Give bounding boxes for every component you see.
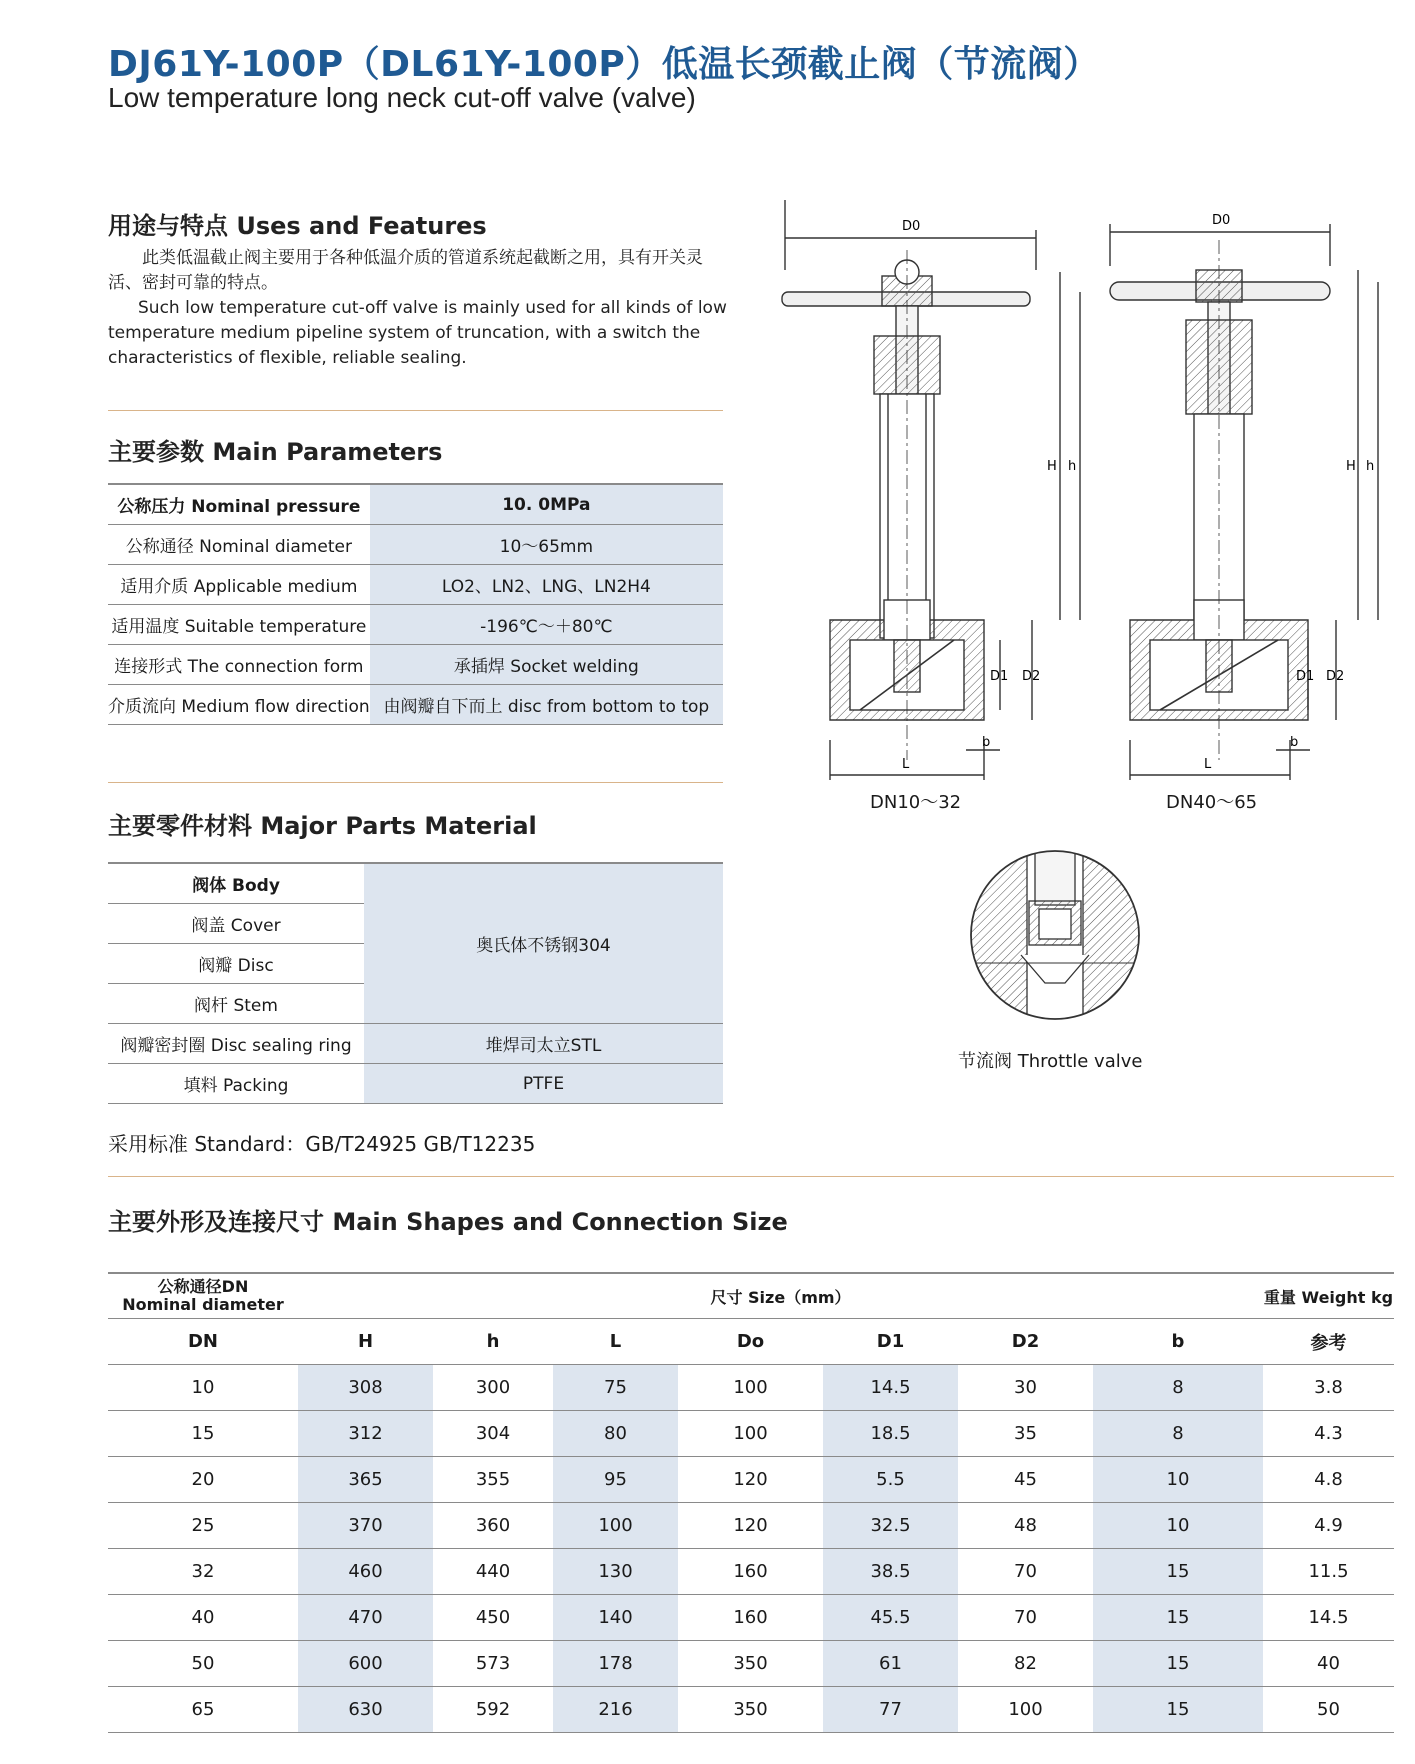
- header-cell: [108, 1273, 298, 1319]
- table-cell: 45.5: [823, 1595, 958, 1641]
- material-label: 阀杆 Stem: [108, 984, 364, 1024]
- table-cell: 3.8: [1263, 1365, 1394, 1411]
- table-row: [108, 863, 723, 904]
- column-header: 参考: [1263, 1319, 1394, 1365]
- table-row: [108, 605, 723, 645]
- table-cell: 15: [1093, 1549, 1263, 1595]
- dim-label: D0: [1212, 213, 1231, 228]
- header-cell: 尺寸 Size（mm）: [298, 1273, 1263, 1319]
- table-cell: 50: [108, 1641, 298, 1687]
- valve-drawing-dn40-65: [1100, 200, 1400, 790]
- table-cell: 11.5: [1263, 1549, 1394, 1595]
- page-title: DJ61Y-100P（DL61Y-100P）低温长颈截止阀（节流阀）: [108, 44, 1100, 85]
- dim-label: H: [1346, 459, 1356, 474]
- table-row: [108, 1064, 723, 1104]
- table-cell: 75: [553, 1365, 678, 1411]
- table-cell: 460: [298, 1549, 433, 1595]
- table-cell: 40: [108, 1595, 298, 1641]
- table-cell: 18.5: [823, 1411, 958, 1457]
- material-label: 阀瓣 Disc: [108, 944, 364, 984]
- param-value: 承插焊 Socket welding: [370, 645, 723, 685]
- table-row: [108, 685, 723, 725]
- table-cell: 30: [958, 1365, 1093, 1411]
- table-cell: 8: [1093, 1411, 1263, 1457]
- column-header: b: [1093, 1319, 1263, 1365]
- table-cell: 592: [433, 1687, 553, 1733]
- table-cell: 308: [298, 1365, 433, 1411]
- table-cell: 65: [108, 1687, 298, 1733]
- table-cell: 440: [433, 1549, 553, 1595]
- standard-text: 采用标准 Standard：GB/T24925 GB/T12235: [108, 1132, 536, 1156]
- table-row: [108, 1503, 1394, 1549]
- table-cell: 20: [108, 1457, 298, 1503]
- table-cell: 82: [958, 1641, 1093, 1687]
- material-value: 堆焊司太立STL: [364, 1024, 723, 1064]
- table-cell: 80: [553, 1411, 678, 1457]
- material-label: 填料 Packing: [108, 1064, 364, 1104]
- param-value: LO2、LN2、LNG、LN2H4: [370, 565, 723, 605]
- table-cell: 38.5: [823, 1549, 958, 1595]
- param-value: 10. 0MPa: [370, 484, 723, 525]
- column-header: Do: [678, 1319, 823, 1365]
- table-cell: 15: [1093, 1641, 1263, 1687]
- material-label: 阀瓣密封圈 Disc sealing ring: [108, 1024, 364, 1064]
- uses-text-cn: 此类低温截止阀主要用于各种低温介质的管道系统起截断之用，具有开关灵活、密封可靠的特点。: [108, 248, 703, 293]
- table-cell: 61: [823, 1641, 958, 1687]
- table-cell: 140: [553, 1595, 678, 1641]
- dimensions-heading: 主要外形及连接尺寸 Main Shapes and Connection Size: [108, 1208, 788, 1236]
- divider: [108, 782, 723, 783]
- table-row: [108, 1595, 1394, 1641]
- param-label: 适用温度 Suitable temperature: [108, 605, 370, 645]
- table-cell: 600: [298, 1641, 433, 1687]
- column-header: H: [298, 1319, 433, 1365]
- table-row: [108, 484, 723, 525]
- materials-heading: 主要零件材料 Major Parts Material: [108, 812, 537, 840]
- table-cell: 130: [553, 1549, 678, 1595]
- params-heading: 主要参数 Main Parameters: [108, 438, 443, 466]
- table-row: [108, 1457, 1394, 1503]
- dim-label: D2: [1326, 669, 1345, 684]
- dim-label: L: [1204, 757, 1212, 772]
- table-cell: 470: [298, 1595, 433, 1641]
- material-label: 阀体 Body: [108, 863, 364, 904]
- header-cell: 重量 Weight kg: [1263, 1273, 1394, 1319]
- param-label: 公称通径 Nominal diameter: [108, 525, 370, 565]
- page-subtitle: Low temperature long neck cut-off valve (valve): [108, 82, 696, 113]
- header-text: Nominal diameter: [122, 1295, 284, 1314]
- table-row: [108, 645, 723, 685]
- table-row: [108, 525, 723, 565]
- table-cell: 100: [678, 1411, 823, 1457]
- table-cell: 25: [108, 1503, 298, 1549]
- table-cell: 35: [958, 1411, 1093, 1457]
- param-label: 介质流向 Medium flow direction: [108, 685, 370, 725]
- param-value: 由阀瓣自下而上 disc from bottom to top: [370, 685, 723, 725]
- table-cell: 32.5: [823, 1503, 958, 1549]
- table-row: [108, 1024, 723, 1064]
- table-cell: 360: [433, 1503, 553, 1549]
- table-cell: 45: [958, 1457, 1093, 1503]
- table-cell: 120: [678, 1457, 823, 1503]
- table-cell: 160: [678, 1549, 823, 1595]
- column-header: L: [553, 1319, 678, 1365]
- header-text: 公称通径DN: [157, 1277, 249, 1296]
- table-cell: 100: [553, 1503, 678, 1549]
- table-cell: 120: [678, 1503, 823, 1549]
- table-cell: 40: [1263, 1641, 1394, 1687]
- throttle-detail-drawing: [965, 845, 1145, 1025]
- figure-caption: DN40～65: [1166, 792, 1258, 813]
- table-cell: 573: [433, 1641, 553, 1687]
- table-header-row: [108, 1319, 1394, 1365]
- table-header-row: [108, 1273, 1394, 1319]
- dim-label: D1: [1296, 669, 1315, 684]
- param-value: -196℃～＋80℃: [370, 605, 723, 645]
- table-cell: 4.8: [1263, 1457, 1394, 1503]
- divider: [108, 410, 723, 411]
- table-cell: 100: [678, 1365, 823, 1411]
- params-table: [108, 483, 723, 725]
- dim-label: H: [1047, 459, 1057, 474]
- dim-label: D2: [1022, 669, 1041, 684]
- column-header: h: [433, 1319, 553, 1365]
- table-cell: 15: [1093, 1595, 1263, 1641]
- table-row: [108, 1411, 1394, 1457]
- table-cell: 5.5: [823, 1457, 958, 1503]
- dim-label: h: [1068, 459, 1077, 474]
- table-row: [108, 1365, 1394, 1411]
- param-label: 适用介质 Applicable medium: [108, 565, 370, 605]
- table-cell: 370: [298, 1503, 433, 1549]
- dimensions-table: [108, 1272, 1394, 1733]
- table-cell: 160: [678, 1595, 823, 1641]
- table-cell: 77: [823, 1687, 958, 1733]
- dim-label: b: [1290, 735, 1299, 750]
- table-cell: 630: [298, 1687, 433, 1733]
- param-label: 公称压力 Nominal pressure: [108, 484, 370, 525]
- table-cell: 312: [298, 1411, 433, 1457]
- table-cell: 4.9: [1263, 1503, 1394, 1549]
- table-cell: 350: [678, 1687, 823, 1733]
- dim-label: L: [902, 757, 910, 772]
- table-cell: 450: [433, 1595, 553, 1641]
- dim-label: h: [1366, 459, 1375, 474]
- table-cell: 10: [1093, 1457, 1263, 1503]
- column-header: D2: [958, 1319, 1093, 1365]
- table-cell: 300: [433, 1365, 553, 1411]
- table-cell: 350: [678, 1641, 823, 1687]
- material-value: 奥氏体不锈钢304: [364, 863, 723, 1024]
- material-value: PTFE: [364, 1064, 723, 1104]
- table-cell: 365: [298, 1457, 433, 1503]
- table-cell: 100: [958, 1687, 1093, 1733]
- table-cell: 304: [433, 1411, 553, 1457]
- column-header: D1: [823, 1319, 958, 1365]
- table-cell: 178: [553, 1641, 678, 1687]
- table-row: [108, 565, 723, 605]
- table-cell: 10: [1093, 1503, 1263, 1549]
- table-cell: 15: [108, 1411, 298, 1457]
- table-cell: 4.3: [1263, 1411, 1394, 1457]
- table-cell: 14.5: [1263, 1595, 1394, 1641]
- table-cell: 15: [1093, 1687, 1263, 1733]
- valve-drawing-dn10-32: [770, 200, 1100, 790]
- param-value: 10～65mm: [370, 525, 723, 565]
- table-cell: 216: [553, 1687, 678, 1733]
- dim-label: b: [982, 735, 991, 750]
- figure-caption: DN10～32: [870, 792, 962, 813]
- table-cell: 50: [1263, 1687, 1394, 1733]
- param-label: 连接形式 The connection form: [108, 645, 370, 685]
- table-row: [108, 1549, 1394, 1595]
- column-header: DN: [108, 1319, 298, 1365]
- table-cell: 70: [958, 1549, 1093, 1595]
- uses-text-en: Such low temperature cut-off valve is mainly used for all kinds of low temperature medium pipeline system of truncation, with a switch the characteristics of flexible, reliable sealing.: [108, 298, 727, 368]
- table-row: [108, 1641, 1394, 1687]
- divider: [108, 1176, 1394, 1177]
- table-cell: 70: [958, 1595, 1093, 1641]
- table-cell: 95: [553, 1457, 678, 1503]
- table-cell: 10: [108, 1365, 298, 1411]
- table-cell: 8: [1093, 1365, 1263, 1411]
- materials-table: [108, 862, 723, 1104]
- figure-caption: 节流阀 Throttle valve: [958, 1051, 1143, 1072]
- material-label: 阀盖 Cover: [108, 904, 364, 944]
- dim-label: D0: [902, 219, 921, 234]
- table-cell: 48: [958, 1503, 1093, 1549]
- table-cell: 32: [108, 1549, 298, 1595]
- dim-label: D1: [990, 669, 1009, 684]
- table-cell: 14.5: [823, 1365, 958, 1411]
- uses-heading: 用途与特点 Uses and Features: [108, 212, 487, 240]
- table-row: [108, 1687, 1394, 1733]
- table-cell: 355: [433, 1457, 553, 1503]
